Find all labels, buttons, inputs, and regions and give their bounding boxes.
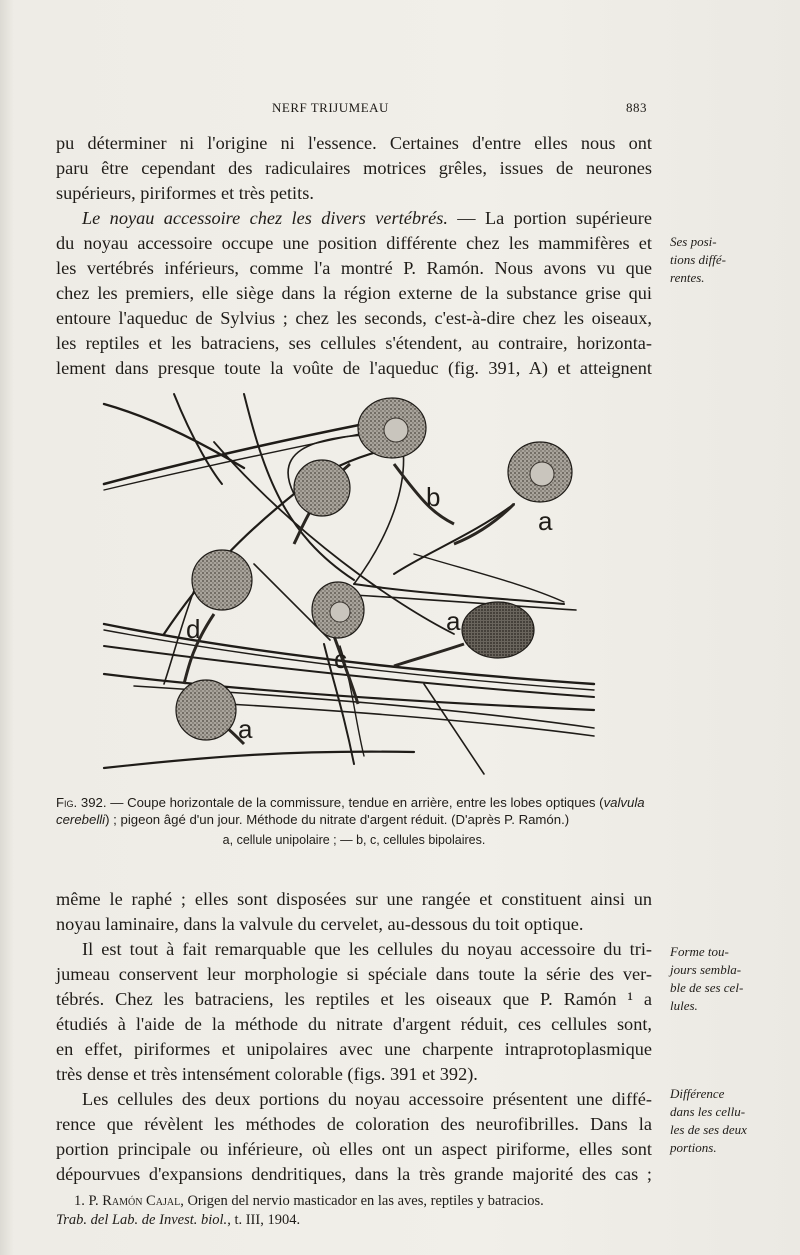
figure-caption	[56, 794, 652, 849]
caption-italic: valvula cerebelli	[56, 795, 645, 827]
text-line: les reptiles et les batraciens, ses cellules s'étendent, au contraire, horizonta-	[56, 333, 652, 353]
margin-note-line: portions.	[670, 1140, 717, 1155]
nerve-fiber	[414, 554, 564, 602]
footnote-author: P. Ramón Cajal	[88, 1193, 181, 1209]
margin-note-form	[670, 943, 788, 1015]
neuron-illustration	[94, 384, 614, 784]
text-line: étudiés à l'aide de la méthode du nitrate d'argent réduit, ces cellules sont,	[56, 1014, 652, 1034]
text-line: jumeau conservent leur morphologie si spéciale dans toute la série des ver-	[56, 964, 652, 984]
page-number: 883	[626, 100, 647, 115]
margin-note-line: dans les cellu-	[670, 1104, 746, 1119]
footnote-journal: Trab. del Lab. de Invest. biol.	[56, 1212, 228, 1228]
text-line: paru être cependant des radiculaires motrices grêles, issues de neurones	[56, 158, 652, 178]
label-b: b	[426, 482, 441, 512]
text-line: même le raphé ; elles sont disposées sur une rangée et constituent ainsi un	[56, 889, 652, 909]
text-line: supérieurs, piriformes et très petits.	[56, 183, 314, 203]
text-line: dépourvues d'expansions dendritiques, dans la très grande majorité des cas ;	[56, 1164, 652, 1184]
margin-note-line: jours sembla-	[670, 962, 742, 977]
margin-note-line: Forme tou-	[670, 944, 729, 959]
footnote-title: , Origen del nervio masticador en las aves, reptiles y batracios.	[180, 1193, 544, 1209]
nerve-fiber	[104, 404, 244, 468]
label-a-right: a	[538, 506, 553, 536]
caption-text-1: — Coupe horizontale de la commissure, tendue en arrière, entre les lobes optiques (	[106, 795, 604, 810]
margin-note-line: rentes.	[670, 270, 705, 285]
footnote-number: 1.	[74, 1193, 85, 1209]
nerve-fiber	[174, 394, 222, 484]
text-line: rence que révèlent les méthodes de coloration des neurofibrilles. Dans la	[56, 1114, 652, 1134]
text-line: entoure l'aqueduc de Sylvius ; chez les seconds, c'est-à-dire chez les oiseaux,	[56, 308, 652, 328]
figure-legend: a, cellule unipolaire ; — b, c, cellules bipolaires.	[222, 833, 486, 847]
text-line: du noyau accessoire occupe une position différente chez les mammifères et	[56, 233, 652, 253]
label-a-lower: a	[238, 714, 253, 744]
text-line: très dense et très intensément colorable (figs. 391 et 392).	[56, 1064, 478, 1084]
nerve-fiber	[424, 684, 484, 774]
footnote	[56, 1192, 656, 1230]
margin-note-difference	[670, 1085, 788, 1157]
cell-a-upper-right	[454, 442, 572, 544]
text-line: tébrés. Chez les batraciens, les reptiles et les oiseaux que P. Ramón ¹ a	[56, 989, 652, 1009]
section-heading: Le noyau accessoire chez les divers vertébrés.	[82, 208, 448, 228]
margin-note-line: tions diffé-	[670, 252, 726, 267]
margin-note-line: ble de ses cel-	[670, 980, 744, 995]
cell-a-lower	[176, 680, 244, 744]
text-line: Les cellules des deux portions du noyau accessoire présentent une diffé-	[82, 1089, 652, 1109]
margin-note-line: les de ses deux	[670, 1122, 747, 1137]
running-title: NERF TRIJUMEAU	[272, 100, 389, 115]
text-line: portion principale ou inférieure, où elles ont un aspect piriforme, elles sont	[56, 1139, 652, 1159]
paragraph-bottom	[56, 887, 652, 1187]
text-line: chez les premiers, elle siège dans la région externe de la substance grise qui	[56, 283, 652, 303]
cell-c	[312, 582, 364, 704]
nerve-fiber	[104, 752, 414, 768]
text-line: en effet, piriformes et unipolaires avec une charpente intraprotoplasmique	[56, 1039, 652, 1059]
figure-number: Fig. 392.	[56, 795, 107, 810]
label-d: d	[186, 614, 201, 644]
paragraph-top	[56, 131, 652, 381]
label-a-middle: a	[446, 606, 461, 636]
section-heading-line	[56, 206, 652, 231]
margin-note-line: Ses posi-	[670, 234, 717, 249]
text-line: lement dans presque toute la voûte de l'aqueduc (fig. 391, A) et atteignent	[56, 358, 652, 378]
text-line: les vertébrés inférieurs, comme l'a montré P. Ramón. Nous avons vu que	[56, 258, 652, 278]
heading-rest: — La portion supérieure	[447, 208, 652, 228]
text-line: noyau laminaire, dans la valvule du cervelet, au-dessous du toit optique.	[56, 914, 584, 934]
nerve-fiber	[394, 504, 514, 574]
footnote-volume: , t. III, 1904.	[227, 1212, 301, 1228]
cell-left-upper	[294, 460, 350, 516]
caption-text-2: ) ; pigeon âgé d'un jour. Méthode du nitrate d'argent réduit. (D'après P. Ramón.)	[105, 812, 570, 827]
text-line: Il est tout à fait remarquable que les cellules du noyau accessoire du tri-	[82, 939, 652, 959]
margin-note-line: lules.	[670, 998, 698, 1013]
margin-note-line: Différence	[670, 1086, 725, 1101]
running-header	[0, 100, 800, 120]
text-line: pu déterminer ni l'origine ni l'essence. Certaines d'entre elles nous ont	[56, 133, 652, 153]
figure-392-drawing	[94, 384, 614, 784]
margin-note-positions	[670, 233, 788, 287]
label-c: c	[334, 644, 347, 674]
